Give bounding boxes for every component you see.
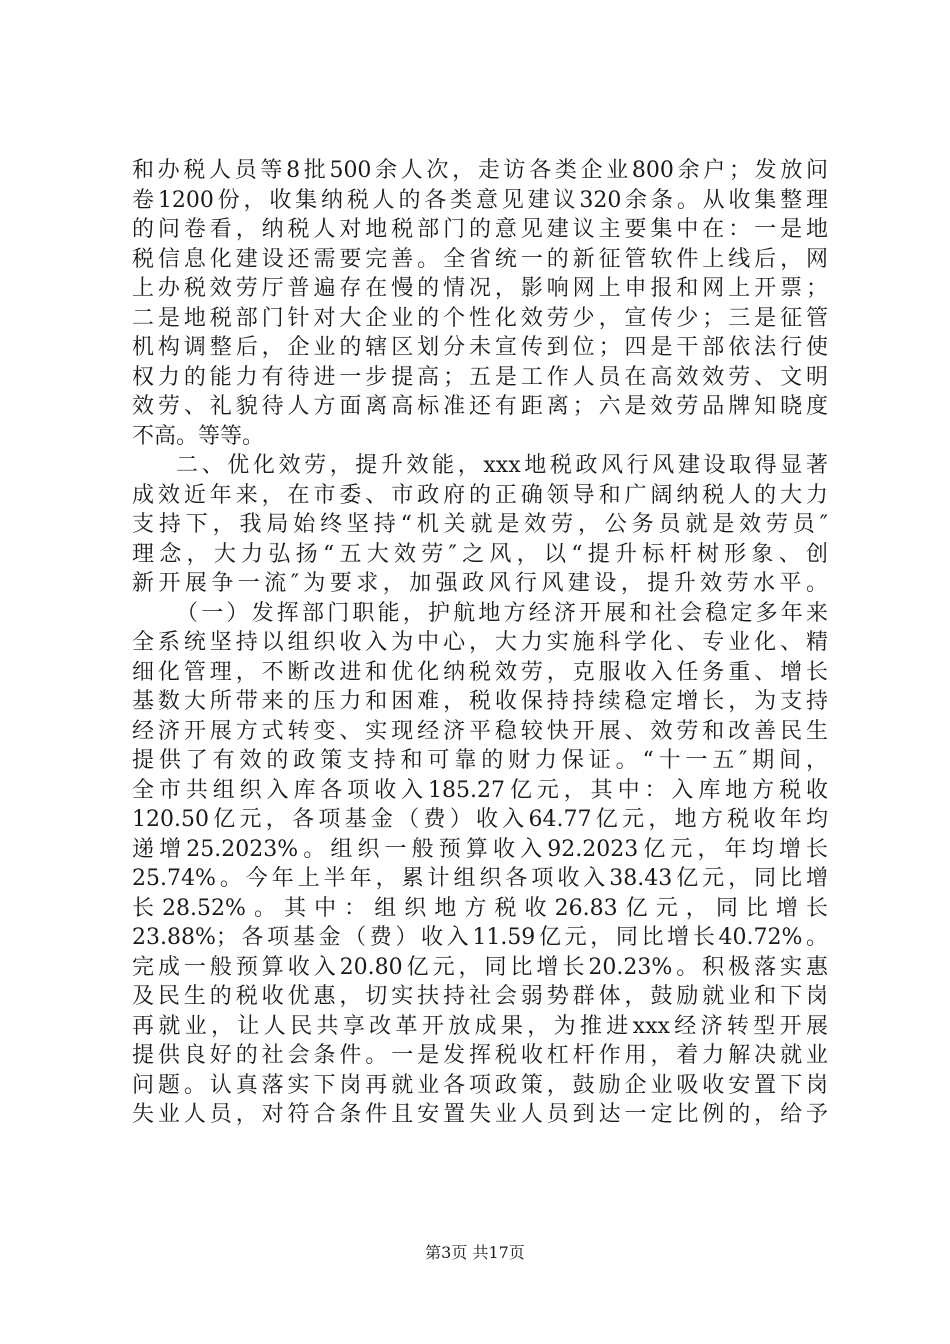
text-line: 120.50亿元，各项基金（费）收入64.77亿元，地方税收年均 <box>132 807 828 832</box>
text-line: 税信息化建设还需要完善。全省统一的新征管软件上线后，网 <box>132 246 828 272</box>
text-line: 机构调整后，企业的辖区划分未宣传到位；四是干部依法行使 <box>132 335 828 360</box>
body-text <box>132 156 828 1130</box>
text-line: 提供良好的社会条件。一是发挥税收杠杆作用，着力解决就业 <box>132 1043 828 1068</box>
text-line: 成效近年来，在市委、市政府的正确领导和广阔纳税人的大力 <box>132 482 828 508</box>
text-line: 细化管理，不断改进和优化纳税效劳，克服收入任务重、增长 <box>132 659 828 685</box>
text-line: 经济开展方式转变、实现经济平稳较快开展、效劳和改善民生 <box>132 718 828 744</box>
text-line: 上办税效劳厅普遍存在慢的情况，影响网上申报和网上开票； <box>132 276 828 301</box>
text-line: 权力的能力有待进一步提高；五是工作人员在高效效劳、文明 <box>132 364 828 390</box>
text-line: 和办税人员等8批500余人次，走访各类企业800余户；发放问 <box>132 158 828 183</box>
text-line: 长28.52%。其中：组织地方税收26.83亿元，同比增长 <box>132 895 828 921</box>
text-line: 及民生的税收优惠，切实扶持社会弱势群体，鼓励就业和下岗 <box>132 984 828 1009</box>
text-line: 失业人员，对符合条件且安置失业人员到达一定比例的，给予 <box>132 1102 828 1127</box>
text-line: 的问卷看，纳税人对地税部门的意见建议主要集中在：一是地 <box>132 217 828 242</box>
page-number-footer: 第3页 共17页 <box>425 1243 525 1262</box>
text-line: 再就业，让人民共享改革开放成果，为推进xxx经济转型开展 <box>132 1013 828 1039</box>
text-line: 提供了有效的政策支持和可靠的财力保证。“十一五″期间， <box>132 748 828 773</box>
text-line: 效劳、礼貌待人方面离高标准还有距离；六是效劳品牌知晓度 <box>132 394 828 419</box>
text-line: 递增25.2023%。组织一般预算收入92.2023亿元，年均增长 <box>132 836 828 862</box>
text-line: 二是地税部门针对大企业的个性化效劳少，宣传少；三是征管 <box>132 305 828 331</box>
text-line: 问题。认真落实下岗再就业各项政策，鼓励企业吸收安置下岗 <box>132 1072 828 1098</box>
text-line: 全系统坚持以组织收入为中心，大力实施科学化、专业化、精 <box>132 630 828 655</box>
text-line: 卷1200份，收集纳税人的各类意见建议320余条。从收集整理 <box>132 187 828 213</box>
paragraph-heading: （一）发挥部门职能，护航地方经济开展和社会稳定多年来 <box>176 600 828 626</box>
text-line: 全市共组织入库各项收入185.27亿元，其中：入库地方税收 <box>132 777 828 803</box>
text-line: 理念，大力弘扬“五大效劳″之风，以“提升标杆树形象、创 <box>132 541 828 567</box>
text-line: 基数大所带来的压力和困难，税收保持持续稳定增长，为支持 <box>132 689 828 714</box>
paragraph-heading: 二、优化效劳，提升效能，xxx地税政风行风建设取得显著 <box>176 453 828 478</box>
text-line: 支持下，我局始终坚持“机关就是效劳，公务员就是效劳员″ <box>132 512 828 537</box>
text-line: 不高。等等。 <box>132 423 265 449</box>
text-line: 新开展争一流″为要求，加强政风行风建设，提升效劳水平。 <box>132 571 828 596</box>
text-line: 完成一般预算收入20.80亿元，同比增长20.23%。积极落实惠 <box>132 954 828 980</box>
text-line: 23.88%；各项基金（费）收入11.59亿元，同比增长40.72%。 <box>132 925 828 950</box>
text-line: 25.74%。今年上半年，累计组织各项收入38.43亿元，同比增 <box>132 866 828 891</box>
